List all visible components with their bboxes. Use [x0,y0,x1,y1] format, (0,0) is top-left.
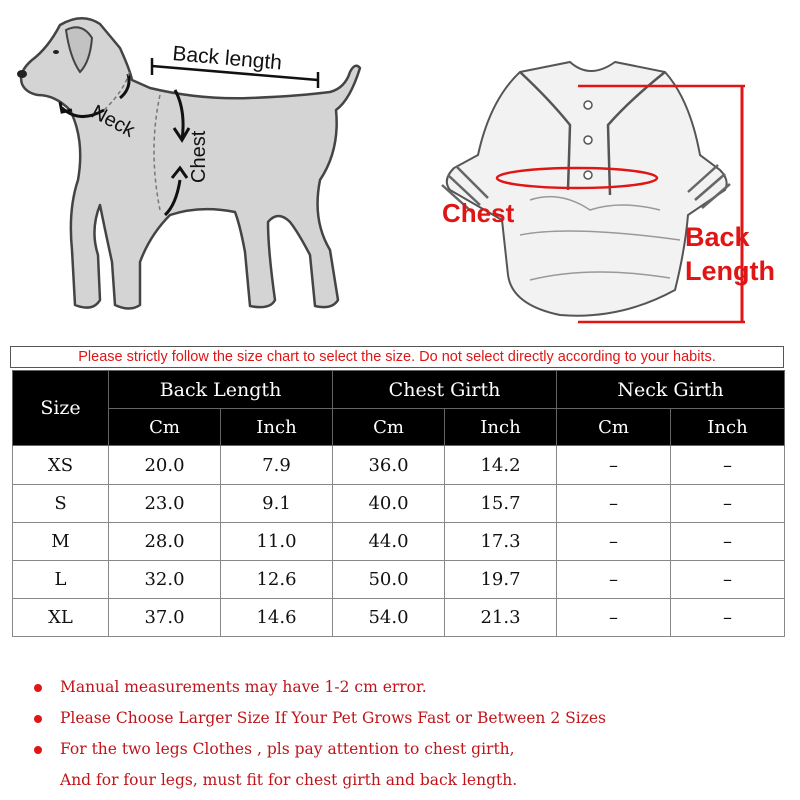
unit-header: Inch [221,409,333,446]
size-cell: XL [13,599,109,637]
table-cell: – [557,485,671,523]
chest-girth-header: Chest Girth [333,371,557,409]
table-cell: 15.7 [445,485,557,523]
note-text: For the two legs Clothes , pls pay attention to chest girth, [60,740,515,758]
table-cell: 14.6 [221,599,333,637]
coat-chest-label: Chest [442,198,515,228]
coat-button [584,171,592,179]
table-cell: – [557,446,671,485]
unit-header: Inch [671,409,785,446]
table-row [13,485,785,523]
table-cell: 14.2 [445,446,557,485]
unit-header: Inch [445,409,557,446]
note-text: Please Choose Larger Size If Your Pet Grows Fast or Between 2 Sizes [60,709,606,727]
table-cell: 17.3 [445,523,557,561]
table-cell: 37.0 [109,599,221,637]
size-cell: L [13,561,109,599]
table-cell: 40.0 [333,485,445,523]
back-length-header: Back Length [109,371,333,409]
list-item [30,672,790,703]
table-cell: 12.6 [221,561,333,599]
coat-measurement-illustration [420,50,800,340]
table-cell: 11.0 [221,523,333,561]
unit-header: Cm [333,409,445,446]
table-row [13,599,785,637]
table-cell: 7.9 [221,446,333,485]
table-row [13,446,785,485]
table-cell: – [671,599,785,637]
table-unit-row [13,409,785,446]
table-cell: – [557,523,671,561]
table-cell: 36.0 [333,446,445,485]
list-item-continuation [30,765,790,796]
unit-header: Cm [557,409,671,446]
note-text: Manual measurements may have 1-2 cm error. [60,678,427,696]
table-cell: – [671,561,785,599]
list-item [30,734,790,765]
size-cell: XS [13,446,109,485]
dog-measurement-illustration [0,0,400,330]
dog-eye [53,50,59,54]
unit-header: Cm [109,409,221,446]
back-length-label: Back length [171,42,283,75]
size-cell: M [13,523,109,561]
size-chart-table [12,370,785,637]
table-cell: 19.7 [445,561,557,599]
bullet-dot-icon [34,684,42,692]
table-cell: – [557,599,671,637]
table-cell: 23.0 [109,485,221,523]
coat-button [584,101,592,109]
table-row [13,523,785,561]
note-text: And for four legs, must fit for chest girth and back length. [60,771,518,789]
neck-girth-header: Neck Girth [557,371,785,409]
bullet-dot-icon [34,746,42,754]
dog-nose [17,70,27,78]
table-cell: 28.0 [109,523,221,561]
table-cell: 50.0 [333,561,445,599]
size-column-header: Size [13,371,109,446]
table-cell: 21.3 [445,599,557,637]
coat-back-label-line1: Back [685,222,750,252]
list-item [30,703,790,734]
table-cell: 9.1 [221,485,333,523]
table-row [13,561,785,599]
coat-back-label-line2: Length [685,256,775,286]
table-cell: – [671,485,785,523]
table-header-row [13,371,785,409]
table-cell: – [671,523,785,561]
table-cell: 54.0 [333,599,445,637]
size-cell: S [13,485,109,523]
neck-label: Neck [87,100,139,142]
table-cell: 20.0 [109,446,221,485]
table-cell: – [671,446,785,485]
coat-button [584,136,592,144]
size-warning-banner: Please strictly follow the size chart to select the size. Do not select directly according to your habits. [10,346,784,368]
chest-label: Chest [188,130,210,183]
table-cell: – [557,561,671,599]
bullet-dot-icon [34,715,42,723]
notes-list [30,672,790,796]
table-cell: 32.0 [109,561,221,599]
table-cell: 44.0 [333,523,445,561]
